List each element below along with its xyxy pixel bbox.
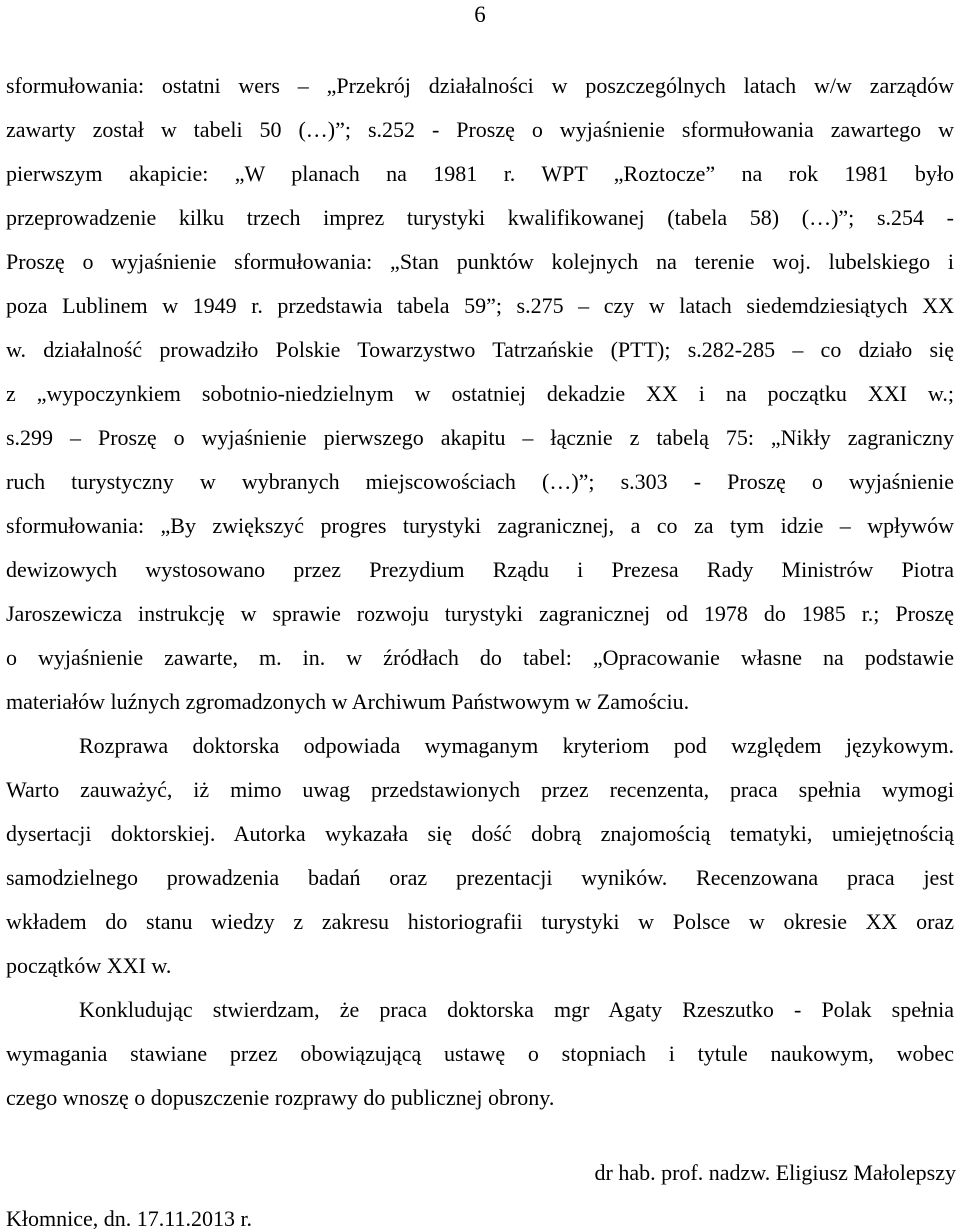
- paragraph-line: Warto zauważyć, iż mimo uwag przedstawionych przez recenzenta, praca spełnia wymogi: [6, 777, 954, 802]
- place-date: Kłomnice, dn. 17.11.2013 r.: [6, 1206, 253, 1231]
- paragraph-line: Rozprawa doktorska odpowiada wymaganym kryteriom pod względem językowym.: [79, 733, 954, 758]
- paragraph-line: czego wnoszę o dopuszczenie rozprawy do publicznej obrony.: [6, 1085, 555, 1110]
- paragraph-line: poza Lublinem w 1949 r. przedstawia tabela 59”; s.275 – czy w latach siedemdziesiątych XX: [6, 293, 954, 318]
- paragraph-line: przeprowadzenie kilku trzech imprez turystyki kwalifikowanej (tabela 58) (…)”; s.254 -: [6, 205, 954, 230]
- page-number: 6: [474, 2, 486, 27]
- paragraph-line: sformułowania: ostatni wers – „Przekrój działalności w poszczególnych latach w/w zarządów: [6, 73, 954, 98]
- paragraph-line: w. działalność prowadziło Polskie Towarzystwo Tatrzańskie (PTT); s.282-285 – co działo się: [6, 337, 954, 362]
- paragraph-line: wkładem do stanu wiedzy z zakresu historiografii turystyki w Polsce w okresie XX oraz: [6, 909, 954, 934]
- signature: dr hab. prof. nadzw. Eligiusz Małolepszy: [594, 1160, 956, 1185]
- paragraph-line: zawarty został w tabeli 50 (…)”; s.252 - Proszę o wyjaśnienie sformułowania zawartego w: [6, 117, 954, 142]
- paragraph-line: o wyjaśnienie zawarte, m. in. w źródłach do tabel: „Opracowanie własne na podstawie: [6, 645, 954, 670]
- paragraph-line: ruch turystyczny w wybranych miejscowościach (…)”; s.303 - Proszę o wyjaśnienie: [6, 469, 954, 494]
- paragraph-line: sformułowania: „By zwiększyć progres turystyki zagranicznej, a co za tym idzie – wpływów: [6, 513, 954, 538]
- paragraph-line: Konkludując stwierdzam, że praca doktorska mgr Agaty Rzeszutko - Polak spełnia: [79, 997, 954, 1022]
- paragraph-line: samodzielnego prowadzenia badań oraz prezentacji wyników. Recenzowana praca jest: [6, 865, 954, 890]
- paragraph-line: s.299 – Proszę o wyjaśnienie pierwszego akapitu – łącznie z tabelą 75: „Nikły zagraniczny: [6, 425, 954, 450]
- paragraph-line: z „wypoczynkiem sobotnio-niedzielnym w ostatniej dekadzie XX i na początku XXI w.;: [6, 381, 954, 406]
- paragraph-line: wymagania stawiane przez obowiązującą ustawę o stopniach i tytule naukowym, wobec: [6, 1041, 954, 1066]
- paragraph-line: dewizowych wystosowano przez Prezydium Rządu i Prezesa Rady Ministrów Piotra: [6, 557, 954, 582]
- paragraph-line: pierwszym akapicie: „W planach na 1981 r. WPT „Roztocze” na rok 1981 było: [6, 161, 954, 186]
- paragraph-line: Proszę o wyjaśnienie sformułowania: „Stan punktów kolejnych na terenie woj. lubelskiego i: [6, 249, 954, 274]
- paragraph-line: Jaroszewicza instrukcję w sprawie rozwoju turystyki zagranicznej od 1978 do 1985 r.; Proszę: [6, 601, 954, 626]
- paragraph-line: materiałów luźnych zgromadzonych w Archiwum Państwowym w Zamościu.: [6, 689, 690, 714]
- paragraph-line: początków XXI w.: [6, 953, 172, 978]
- paragraph-line: dysertacji doktorskiej. Autorka wykazała się dość dobrą znajomością tematyki, umiejętnością: [6, 821, 954, 846]
